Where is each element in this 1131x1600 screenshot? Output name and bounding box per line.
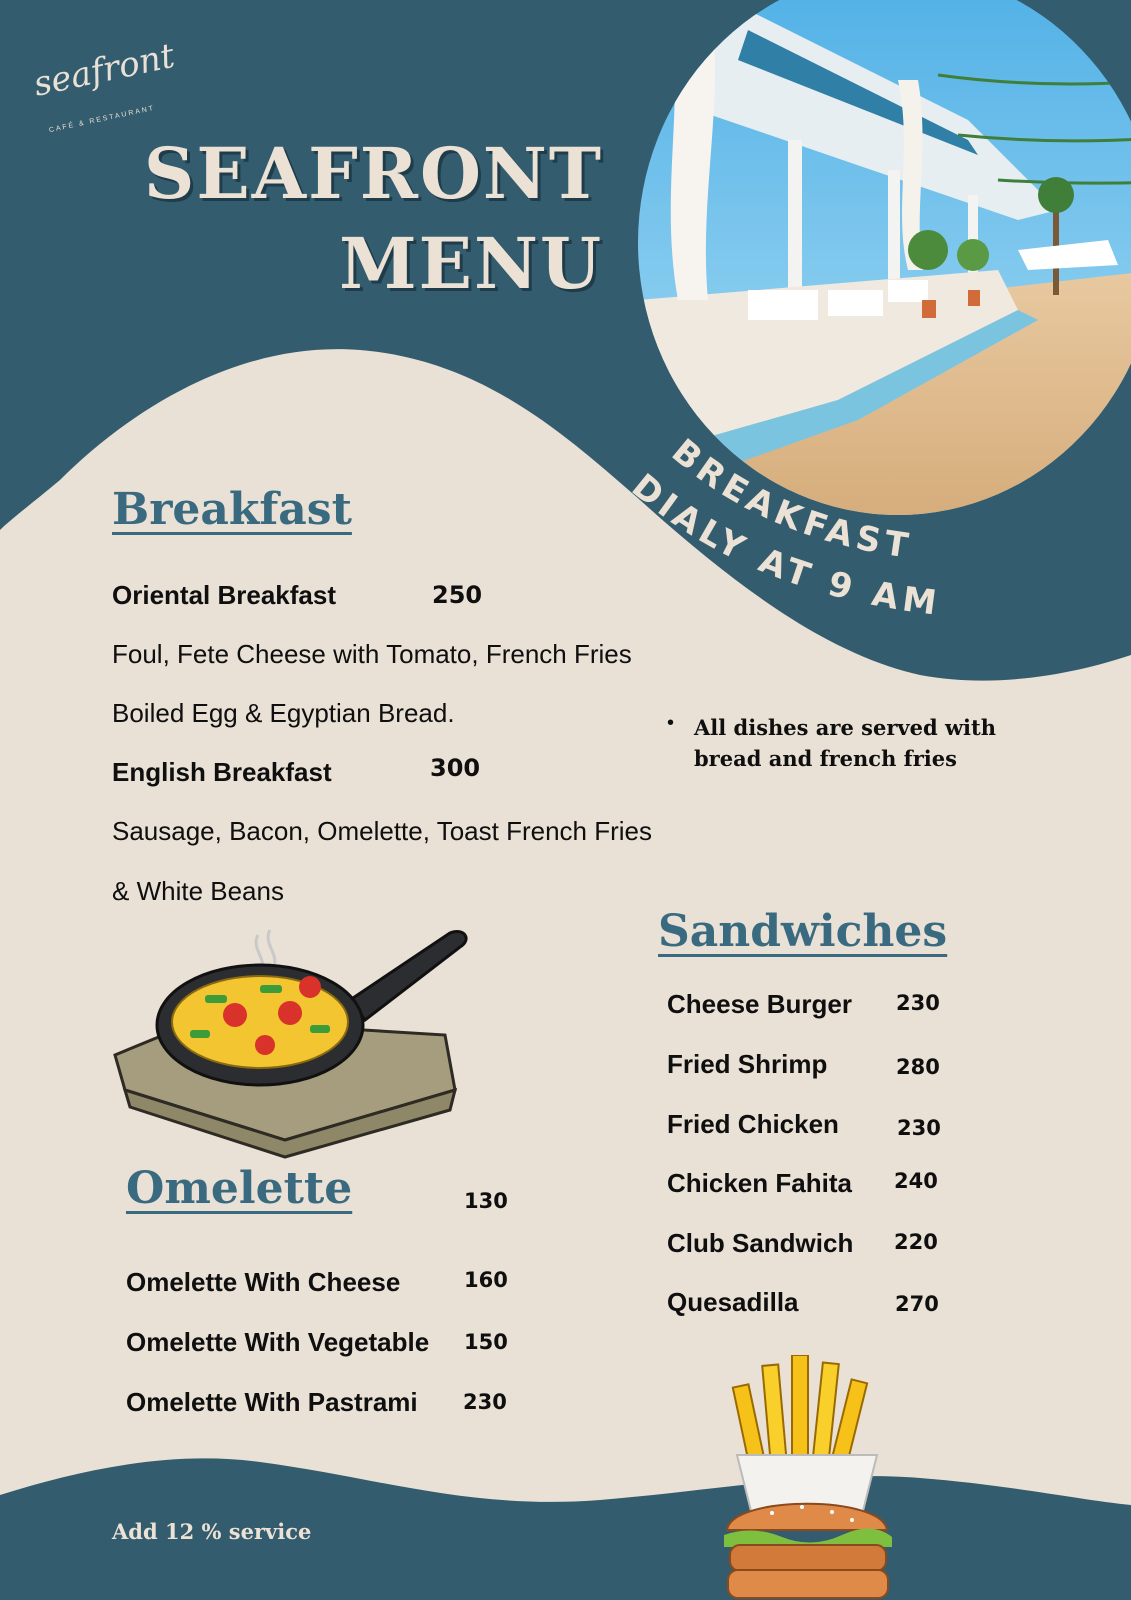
service-charge-note: Add 12 % service — [112, 1519, 312, 1544]
sandwich-item-price: 240 — [894, 1169, 938, 1193]
sandwich-item-name: Cheese Burger — [667, 989, 852, 1019]
omelette-item-price: 230 — [463, 1390, 507, 1414]
sandwich-item-price: 230 — [896, 991, 940, 1015]
omelette-item-price: 150 — [464, 1330, 508, 1354]
omelette-item-name: Omelette With Cheese — [126, 1267, 401, 1297]
breakfast-item-price: 250 — [432, 581, 483, 609]
brand-logo-subtitle: CAFÉ & RESTAURANT — [48, 104, 156, 135]
sandwich-item-name: Chicken Fahita — [667, 1168, 852, 1198]
sandwich-item-name: Club Sandwich — [667, 1228, 854, 1258]
breakfast-item-name: Oriental Breakfast — [112, 580, 336, 610]
sandwich-item-price: 270 — [895, 1292, 939, 1316]
breakfast-heading: Breakfast — [112, 484, 352, 535]
breakfast-item-desc: Foul, Fete Cheese with Tomato, French Fries — [112, 639, 632, 669]
sandwich-item-price: 220 — [894, 1230, 938, 1254]
sandwich-item-name: Quesadilla — [667, 1287, 799, 1317]
badge-line1: BREAKFAST — [664, 431, 916, 568]
omelette-heading: Omelette — [126, 1163, 353, 1214]
breakfast-item-price: 300 — [430, 754, 481, 782]
sandwich-item-price: 230 — [897, 1116, 941, 1140]
brand-logo: seafront — [30, 35, 179, 105]
breakfast-item-desc: Sausage, Bacon, Omelette, Toast French Fries — [112, 816, 653, 846]
badge-line2: DIALY AT 9 AM — [624, 466, 944, 625]
bullet-icon: • — [667, 712, 675, 734]
sandwich-item-name: Fried Chicken — [667, 1109, 839, 1139]
breakfast-item-name: English Breakfast — [112, 757, 332, 787]
fries-burger-illustration — [712, 1355, 902, 1600]
breakfast-badge — [600, 380, 1020, 640]
served-with-note: All dishes are served with bread and french fries — [694, 715, 996, 771]
menu-title-line1: SEAFRONT — [143, 132, 603, 215]
menu-title-line2: MENU — [339, 222, 603, 305]
sandwiches-heading: Sandwiches — [658, 906, 948, 957]
omelette-item-name: Omelette With Pastrami — [126, 1387, 418, 1417]
sandwich-item-price: 280 — [896, 1055, 940, 1079]
sandwich-item-name: Fried Shrimp — [667, 1049, 828, 1079]
breakfast-item-desc: Boiled Egg & Egyptian Bread. — [112, 698, 455, 728]
skillet-omelette-illustration — [110, 925, 480, 1160]
omelette-item-name: Omelette With Vegetable — [126, 1327, 430, 1357]
omelette-item-price: 160 — [464, 1268, 508, 1292]
breakfast-item-desc: & White Beans — [112, 876, 284, 906]
omelette-base-price: 130 — [464, 1189, 508, 1213]
